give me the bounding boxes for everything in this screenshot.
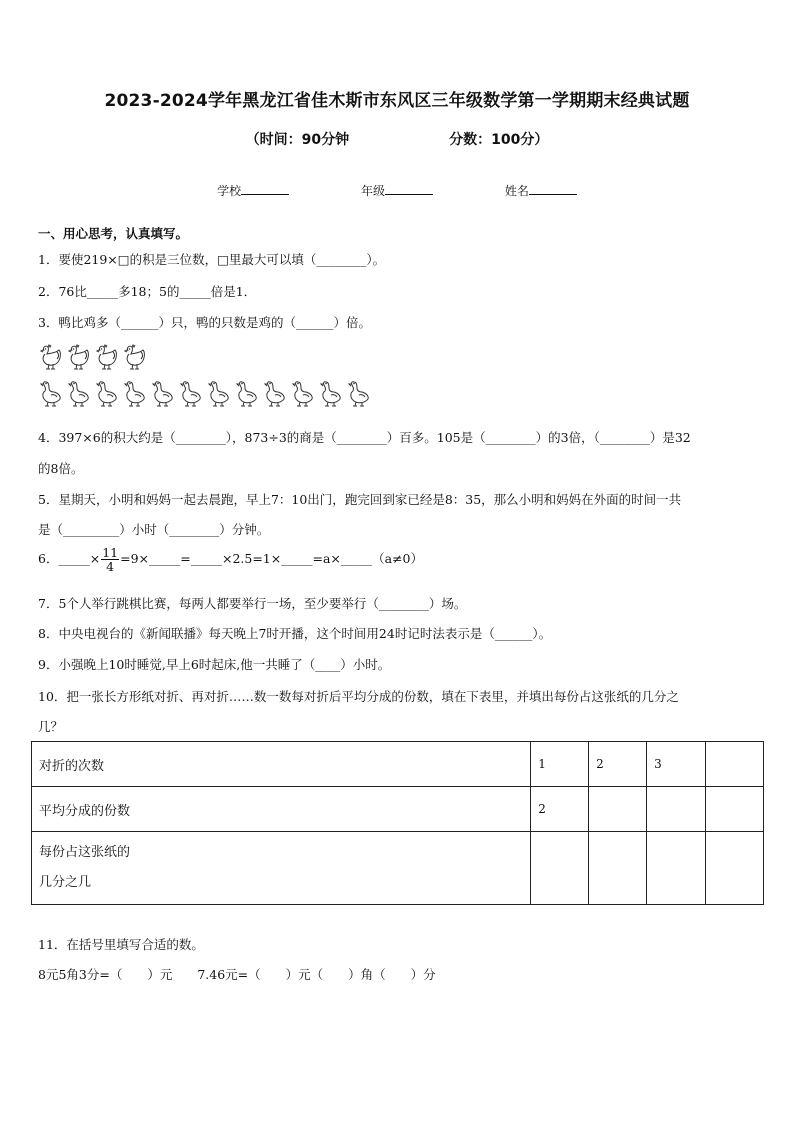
duck-icon [206,378,232,408]
question-10-cont: 几？ [38,719,64,734]
question-11-line: 8元5角3分=（ ）元 7.46元=（ ）元（ ）角（ ）分 [38,967,436,982]
question-2: 2．76比_____多18；5的_____倍是1． [38,284,257,299]
duck-icon [318,378,344,408]
table-cell: 2 [531,787,589,832]
table-cell[interactable] [589,832,647,905]
duck-icon [178,378,204,408]
table-cell[interactable] [706,832,764,905]
grade-field[interactable] [385,184,433,195]
table-cell: 3 [647,742,706,787]
exam-meta [0,129,794,149]
table-cell[interactable] [647,832,706,905]
q6-prefix: 6．_____× [38,551,101,566]
row-label-line: 几分之几 [39,875,92,890]
duck-icon [262,378,288,408]
table-row [32,742,764,787]
table-row-label [32,832,531,905]
question-10: 10．把一张长方形纸对折、再对折……数一数每对折后平均分成的份数，填在下表里，并填出每份占这张纸的几分之 [38,689,679,704]
question-7: 7．5个人举行跳棋比赛，每两人都要举行一场，至少要举行（________）场。 [38,596,467,611]
section-title: 一、用心思考，认真填写。 [38,226,189,241]
table-row-label: 对折的次数 [32,742,531,787]
question-5: 5．星期天，小明和妈妈一起去晨跑，早上7：10出门，跑完回到家已经是8：35，那么小明和妈妈在外面的时间一共 [38,492,682,507]
chicken-icon [94,343,120,373]
table-cell[interactable] [647,787,706,832]
name-field[interactable] [529,184,577,195]
school-label: 学校 [217,184,242,198]
question-6 [38,546,423,573]
question-8: 8．中央电视台的《新闻联播》每天晚上7时开播，这个时间用24时记时法表示是（______）。 [38,626,552,641]
duck-icon [94,378,120,408]
table-cell: 2 [589,742,647,787]
question-4: 4．397×6的积大约是（________），873÷3的商是（________）百多。105是（________）的3倍，（________）是32 [38,430,691,445]
question-11: 11．在括号里填写合适的数。 [38,937,204,952]
chicken-row [38,343,150,377]
name-label: 姓名 [504,184,529,198]
fraction-numerator: 11 [102,545,119,560]
duck-icon [346,378,372,408]
table-row-label: 平均分成的份数 [32,787,531,832]
duck-icon [290,378,316,408]
exam-score: 分数：100分） [449,132,549,148]
duck-icon [150,378,176,408]
chicken-icon [122,343,148,373]
duck-icon [38,378,64,408]
chicken-icon [38,343,64,373]
table-row [32,787,764,832]
question-1: 1．要使219×□的积是三位数，□里最大可以填（________）。 [38,252,386,267]
folding-table [31,741,764,905]
table-cell[interactable] [706,787,764,832]
fraction [101,546,119,573]
duck-icon [122,378,148,408]
question-9: 9．小强晚上10时睡觉,早上6时起床,他一共睡了（____）小时。 [38,657,391,672]
question-3: 3．鸭比鸡多（______）只，鸭的只数是鸡的（______）倍。 [38,315,371,330]
table-cell[interactable] [531,832,589,905]
table-row [32,832,764,905]
question-5-cont: 是（_________）小时（________）分钟。 [38,522,270,537]
q6-suffix: =9×_____=_____×2.5=1×_____=a×_____（a≠0） [120,551,423,566]
grade-label: 年级 [360,184,385,198]
row-label-line: 每份占这张纸的 [39,845,131,860]
table-cell[interactable] [589,787,647,832]
page-title: 2023-2024学年黑龙江省佳木斯市东风区三年级数学第一学期期末经典试题 [104,91,690,111]
exam-time: （时间：90分钟 [245,132,350,148]
duck-row [38,378,374,412]
duck-icon [234,378,260,408]
fraction-denominator: 4 [106,559,115,574]
duck-icon [66,378,92,408]
school-field[interactable] [241,184,289,195]
question-4-cont: 的8倍。 [38,461,84,476]
table-cell: 1 [531,742,589,787]
student-info [0,182,794,199]
table-cell[interactable] [706,742,764,787]
chicken-icon [66,343,92,373]
